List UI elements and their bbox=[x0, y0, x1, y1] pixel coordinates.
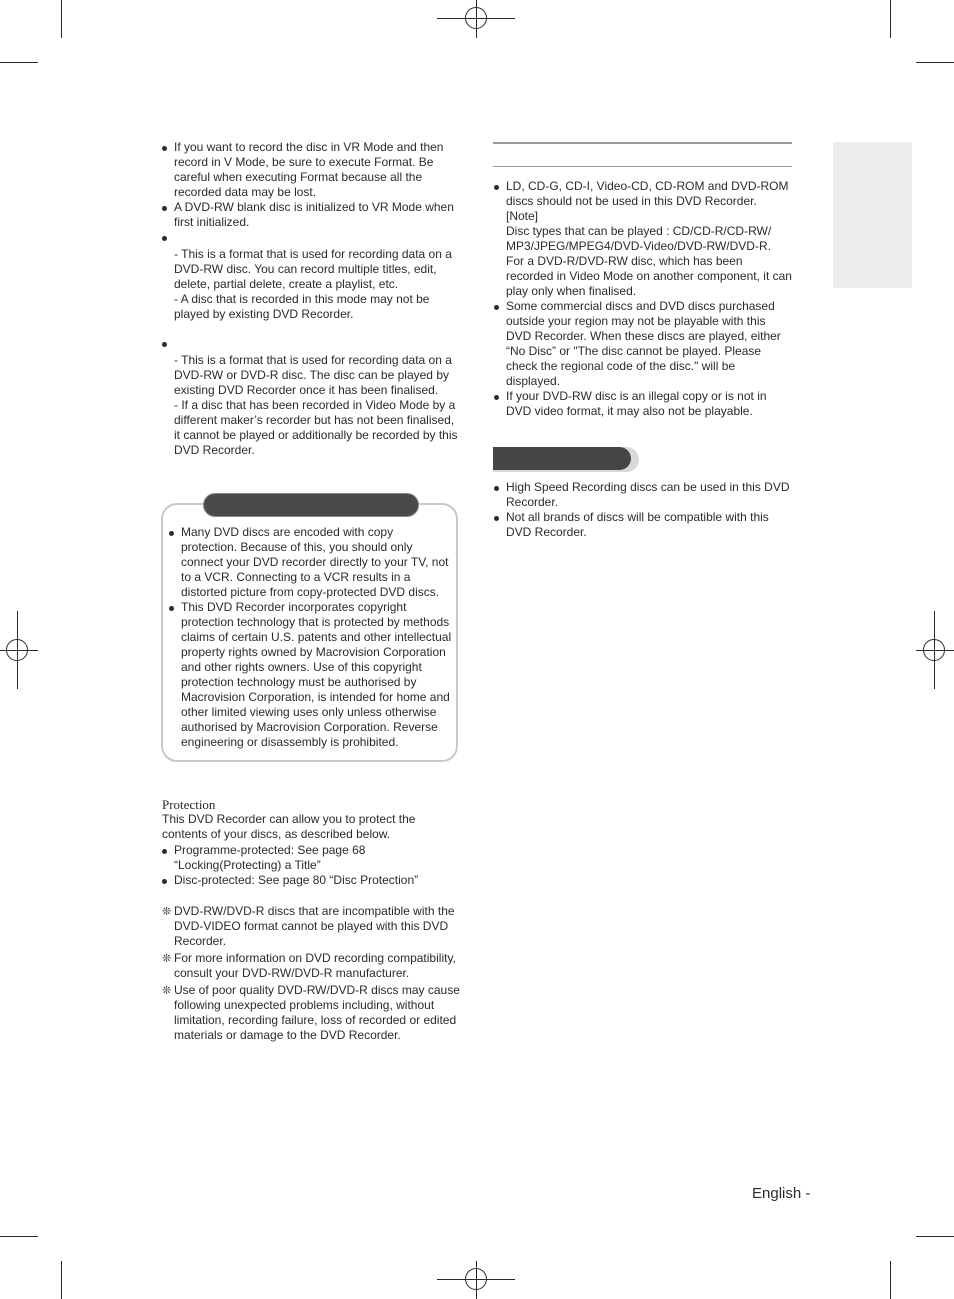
vr-mode-item: - This is a format that is used for recording data on a DVD-RW disc. You can record multiple titles, edit, delete, partial delete, create a playlist, etc. bbox=[174, 247, 452, 291]
format-note: A DVD-RW blank disc is initialized to VR Mode when first initialized. bbox=[162, 200, 462, 230]
asterisk-icon: ❊ bbox=[162, 984, 172, 997]
star-notes bbox=[162, 904, 462, 1045]
star-note: ❊ Use of poor quality DVD-RW/DVD-R discs may cause following unexpected problems including, without limitation, recording failure, loss of recorded or edited materials or damage to the DVD Recorder. bbox=[162, 983, 460, 1042]
video-mode-section bbox=[162, 336, 462, 458]
video-mode-item: - This is a format that is used for recording data on a DVD-RW or DVD-R disc. The disc can be played by existing DVD Recorder once it has been finalised. bbox=[174, 353, 452, 397]
copy-protection-header bbox=[203, 493, 419, 517]
unplayable-item: LD, CD-G, CD-I, Video-CD, CD-ROM and DVD-ROM discs should not be used in this DVD Recorder. [Note] Disc types that can be played : CD/CD-R/CD-RW/ MP3/JPEG/MPEG4/DVD-Video/DVD-RW/DVD-R. For a DVD-R/DVD-RW disc, which has been recorded in Video Mode on another component, it can play only when finalised. bbox=[494, 179, 792, 299]
header-rule bbox=[493, 166, 792, 167]
protection-item: Disc-protected: See page 80 “Disc Protection” bbox=[162, 873, 462, 888]
header-rule bbox=[493, 142, 792, 144]
video-mode-bullet bbox=[162, 336, 462, 351]
asterisk-icon: ❊ bbox=[162, 952, 172, 965]
star-note: ❊ DVD-RW/DVD-R discs that are incompatible with the DVD-VIDEO format cannot be played with this DVD Recorder. bbox=[162, 904, 455, 948]
page-label: English - bbox=[752, 1185, 811, 1202]
unplayable-item: If your DVD-RW disc is an illegal copy or is not in DVD video format, it may also not be playable. bbox=[494, 389, 792, 419]
vr-mode-bullet bbox=[162, 230, 462, 245]
compatibility-tab-fill bbox=[493, 447, 631, 470]
video-mode-item: - If a disc that has been recorded in Video Mode by a different maker’s recorder but has not been finalised, it cannot be played or additionally be recorded by this DVD Recorder. bbox=[174, 398, 458, 457]
protection-item: Programme-protected: See page 68 “Locking(Protecting) a Title” bbox=[162, 843, 462, 873]
vr-mode-section bbox=[162, 230, 462, 322]
disc-compatibility bbox=[494, 480, 792, 540]
copy-protection-item: Many DVD discs are encoded with copy protection. Because of this, you should only connect your DVD recorder directly to your TV, not to a VCR. Connecting to a VCR results in a distorted picture from copy-protected DVD discs. bbox=[169, 525, 452, 600]
protection-section bbox=[162, 797, 462, 888]
protection-heading: Protection bbox=[162, 797, 216, 812]
format-notes bbox=[162, 140, 462, 230]
unplayable-discs bbox=[494, 179, 792, 419]
unplayable-item: Some commercial discs and DVD discs purchased outside your region may not be playable with this DVD Recorder. When these discs are played, either “No Disc” or "The disc cannot be played. Please check the regional code of the disc." will be displayed. bbox=[494, 299, 792, 389]
side-tab bbox=[833, 142, 912, 288]
copy-protection-list bbox=[169, 525, 452, 750]
compat-item: High Speed Recording discs can be used in this DVD Recorder. bbox=[494, 480, 792, 510]
copy-protection-item: This DVD Recorder incorporates copyright protection technology that is protected by methods claims of certain U.S. patents and other intellectual property rights owned by Macrovision Corporation and other rights owners. Use of this copyright protection technology must be authorised by Macrovision Corporation, is intended for home and other limited viewing uses only unless otherwise authorised by Macrovision Corporation. Reverse engineering or disassembly is prohibited. bbox=[169, 600, 452, 750]
format-note: If you want to record the disc in VR Mode and then record in V Mode, be sure to execute Format. Be careful when executing Format because all the recorded data may be lost. bbox=[162, 140, 462, 200]
protection-intro: This DVD Recorder can allow you to protect the contents of your discs, as described below. bbox=[162, 812, 416, 841]
star-note: ❊ For more information on DVD recording compatibility, consult your DVD-RW/DVD-R manufacturer. bbox=[162, 951, 456, 980]
asterisk-icon: ❊ bbox=[162, 905, 172, 918]
vr-mode-item: - A disc that is recorded in this mode may not be played by existing DVD Recorder. bbox=[174, 292, 430, 321]
compat-item: Not all brands of discs will be compatible with this DVD Recorder. bbox=[494, 510, 792, 540]
